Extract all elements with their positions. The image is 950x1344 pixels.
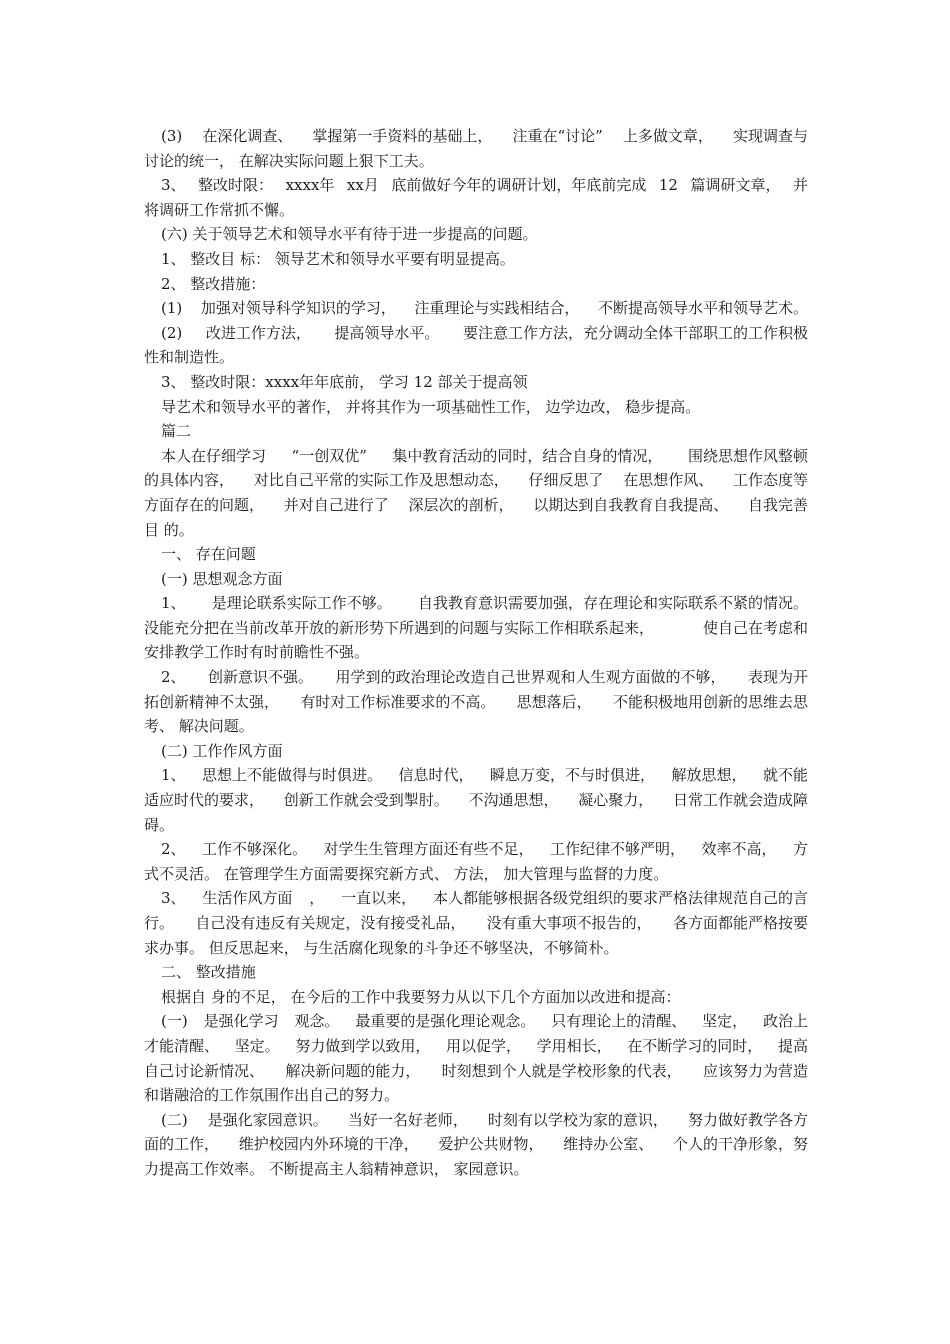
text-segment: 坚定， bbox=[702, 1012, 748, 1031]
text-line bbox=[144, 395, 808, 420]
text-line bbox=[144, 690, 808, 715]
text-segment: 方 bbox=[792, 840, 808, 859]
text-segment: (1) bbox=[161, 299, 183, 318]
text-segment: 以期达到自我教育自我提高、 bbox=[533, 495, 729, 514]
text-segment: 并 bbox=[792, 176, 808, 195]
text-line bbox=[144, 1059, 808, 1084]
text-segment: “一创双优” bbox=[291, 446, 367, 465]
text-segment: 是强化家园意识。 bbox=[207, 1110, 328, 1129]
text-segment: 是理论联系实际工作不够。 bbox=[211, 594, 392, 613]
text-segment: 努力做好教学各方 bbox=[687, 1110, 808, 1129]
text-segment: 自己没有违反有关规定，没有接受礼品， bbox=[195, 914, 466, 932]
text-line bbox=[144, 1132, 808, 1157]
text-segment: 工作不够深化。 bbox=[202, 840, 308, 859]
text-segment: 二、 整改措施 bbox=[161, 963, 256, 982]
text-segment: (一) bbox=[161, 1012, 188, 1031]
text-segment: 目 的。 bbox=[144, 520, 194, 539]
text-line bbox=[144, 1009, 808, 1034]
text-segment: 加强对领导科学知识的学习， bbox=[200, 299, 396, 318]
text-segment: 改进工作方法， bbox=[205, 323, 311, 342]
text-segment: 创新工作就会受到掣肘。 bbox=[283, 791, 449, 810]
text-segment: 整改时限： bbox=[198, 176, 274, 195]
text-segment: 爱护公共财物， bbox=[438, 1135, 544, 1154]
text-segment: 是强化学习 bbox=[203, 1012, 279, 1031]
text-segment: 上多做文章， bbox=[622, 127, 713, 145]
text-line bbox=[144, 1108, 808, 1133]
text-segment: 实现调查与 bbox=[732, 127, 808, 145]
text-segment: 和谐融洽的工作氛围作出自己的努力。 bbox=[144, 1086, 400, 1105]
text-segment: 政治上 bbox=[762, 1012, 808, 1031]
text-line bbox=[144, 714, 808, 739]
text-segment: 思想上不能做得与时俱进。 bbox=[202, 766, 383, 785]
text-segment: 自我教育意识需要加强，存在理论和实际联系不紧的情况。 bbox=[417, 594, 808, 613]
text-segment: 12 bbox=[658, 176, 678, 195]
text-segment: 2、 bbox=[161, 668, 186, 687]
text-segment: 3、 整改时限：xxxx年年底前， 学习 12 部关于提高领 bbox=[161, 372, 528, 391]
text-segment: 表现为开 bbox=[747, 668, 808, 687]
text-segment: 集中教育活动的同时，结合自身的情况， bbox=[392, 446, 663, 465]
text-segment: 方面存在的问题， bbox=[144, 495, 265, 514]
text-segment: 仔细反思了 bbox=[528, 471, 604, 490]
text-line bbox=[144, 1083, 808, 1108]
text-segment: 创新意识不强。 bbox=[208, 668, 314, 687]
text-line bbox=[144, 493, 808, 518]
text-line bbox=[144, 567, 808, 592]
text-segment: 3、 bbox=[161, 176, 186, 195]
text-line bbox=[144, 296, 808, 321]
text-segment: 自己讨论新情况、 bbox=[144, 1061, 265, 1080]
text-segment: 力提高工作效率。 不断提高主人翁精神意识， 家园意识。 bbox=[144, 1159, 529, 1178]
text-line bbox=[144, 763, 808, 788]
text-segment: 只有理论上的清醒、 bbox=[551, 1012, 687, 1031]
text-segment: 没有重大事项不报告的， bbox=[486, 914, 652, 932]
text-segment: 2、 整改措施： bbox=[161, 274, 266, 293]
text-line bbox=[144, 788, 808, 813]
text-line bbox=[144, 862, 808, 887]
text-segment: 不能积极地用创新的思维去思 bbox=[612, 692, 808, 711]
text-segment: (二) 工作作风方面 bbox=[161, 741, 283, 760]
text-segment: 不断提高领导水平和领导艺术。 bbox=[597, 299, 808, 318]
text-segment: (二) bbox=[161, 1110, 188, 1129]
text-segment: 篇二 bbox=[161, 422, 192, 441]
text-segment: 本人在仔细学习 bbox=[161, 446, 267, 465]
text-line bbox=[144, 640, 808, 665]
text-segment: 自我完善 bbox=[747, 495, 808, 514]
text-segment: 注重在“讨论” bbox=[512, 127, 603, 145]
text-line bbox=[144, 198, 808, 223]
text-segment: 一、 存在问题 bbox=[161, 545, 256, 564]
text-segment: 求办事。 但反思起来， 与生活腐化现象的斗争还不够坚决，不够简朴。 bbox=[144, 938, 619, 957]
text-line bbox=[144, 419, 808, 444]
text-segment: 个人的干净形象，努 bbox=[672, 1135, 808, 1154]
text-line bbox=[144, 985, 808, 1010]
text-segment: 深层次的剖析， bbox=[408, 495, 514, 514]
text-segment: 没能充分把在当前改革开放的新形势下所遇到的问题与实际工作相联系起来， bbox=[144, 618, 655, 637]
text-segment: 应该努力为营造 bbox=[702, 1061, 808, 1080]
text-line bbox=[144, 124, 808, 149]
text-segment: 最重要的是强化理论观念。 bbox=[355, 1012, 536, 1031]
text-segment: 工作态度等 bbox=[732, 471, 808, 490]
text-segment: 拓创新精神不太强， bbox=[144, 692, 280, 711]
text-segment: xxxx年 bbox=[285, 176, 335, 195]
text-segment: 将调研工作常抓不懈。 bbox=[144, 200, 295, 219]
text-segment: 维持办公室、 bbox=[563, 1135, 654, 1154]
text-segment: 底前做好今年的调研计划，年底前完成 bbox=[391, 176, 647, 195]
text-segment: 使自己在考虑和 bbox=[702, 618, 808, 637]
text-segment: 提高 bbox=[777, 1036, 808, 1055]
text-line bbox=[144, 345, 808, 370]
text-segment: 一直以来， bbox=[341, 889, 417, 908]
text-segment: 式不灵活。 在管理学生方面需要探究新方式、 方法， 加大管理与监督的力度。 bbox=[144, 864, 669, 883]
text-segment: 才能清醒、 bbox=[144, 1036, 220, 1055]
text-segment: 解决新问题的能力， bbox=[285, 1061, 421, 1080]
text-segment: 注重理论与实践相结合， bbox=[414, 299, 580, 318]
text-segment: 各方面都能严格按要 bbox=[672, 914, 808, 932]
text-segment: 观念。 bbox=[294, 1012, 340, 1031]
text-line bbox=[144, 739, 808, 764]
text-line bbox=[144, 911, 808, 936]
text-segment: 生活作风方面 bbox=[202, 889, 293, 908]
text-segment: 提高领导水平。 bbox=[334, 323, 440, 342]
text-segment: 本人都能够根据各级党组织的要求严格法律规范自己的言 bbox=[432, 889, 808, 908]
text-line bbox=[144, 591, 808, 616]
text-segment: 行。 bbox=[144, 914, 175, 932]
text-line bbox=[144, 837, 808, 862]
text-line bbox=[144, 886, 808, 911]
text-segment: 3、 bbox=[161, 889, 186, 908]
text-segment: 讨论的统一， 在解决实际问题上狠下工夫。 bbox=[144, 151, 434, 170]
text-segment: 用以促学， bbox=[445, 1036, 521, 1055]
text-segment: 当好一名好老师， bbox=[347, 1110, 468, 1129]
text-segment: 适应时代的要求， bbox=[144, 791, 265, 810]
text-segment: 1、 整改目 标： 领导艺术和领导水平要有明显提高。 bbox=[161, 249, 515, 268]
text-segment: 有时对工作标准要求的不高。 bbox=[300, 692, 496, 711]
text-segment: 对比自己平常的实际工作及思想动态， bbox=[253, 471, 509, 490]
text-line bbox=[144, 960, 808, 985]
text-line bbox=[144, 936, 808, 961]
text-segment: 不沟通思想， bbox=[468, 791, 559, 810]
text-segment: 性和制造性。 bbox=[144, 348, 235, 367]
text-segment: 凝心聚力， bbox=[578, 791, 654, 810]
text-segment: (六) 关于领导艺术和领导水平有待于进一步提高的问题。 bbox=[161, 225, 538, 244]
text-line bbox=[144, 247, 808, 272]
text-segment: 碍。 bbox=[144, 815, 175, 834]
text-segment: 篇调研文章， bbox=[690, 176, 781, 195]
text-segment: (2) bbox=[161, 323, 183, 342]
text-segment: 2、 bbox=[161, 840, 186, 859]
text-line bbox=[144, 665, 808, 690]
text-segment: 努力做到学以致用， bbox=[295, 1036, 431, 1055]
text-line bbox=[144, 616, 808, 641]
text-line bbox=[144, 173, 808, 198]
text-segment: 解放思想， bbox=[671, 766, 747, 785]
text-segment: 1、 bbox=[161, 594, 186, 613]
text-segment: 就不能 bbox=[762, 766, 808, 785]
document-page bbox=[144, 124, 808, 1182]
text-segment: 要注意工作方法，充分调动全体干部职工的工作积极 bbox=[462, 323, 808, 342]
text-line bbox=[144, 813, 808, 838]
text-segment: 维护校园内外环境的干净， bbox=[238, 1135, 419, 1154]
text-segment: 围绕思想作风整顿 bbox=[687, 446, 808, 465]
text-segment: 信息时代， bbox=[398, 766, 474, 785]
text-line bbox=[144, 542, 808, 567]
text-segment: 学用相长， bbox=[536, 1036, 612, 1055]
text-segment: 面的工作， bbox=[144, 1135, 220, 1154]
text-segment: 并对自己进行了 bbox=[283, 495, 389, 514]
text-line bbox=[144, 370, 808, 395]
text-segment: 根据自 身的不足， 在今后的工作中我要努力从以下几个方面加以改进和提高： bbox=[161, 987, 681, 1006]
text-line bbox=[144, 468, 808, 493]
text-segment: xx月 bbox=[346, 176, 379, 195]
text-segment: 时刻有以学校为家的意识， bbox=[487, 1110, 668, 1129]
text-segment: 在思想作风、 bbox=[623, 471, 714, 490]
text-segment: 的具体内容， bbox=[144, 471, 235, 490]
text-segment: 效率不高， bbox=[701, 840, 777, 859]
text-segment: 在不断学习的同时， bbox=[627, 1036, 763, 1055]
text-line bbox=[144, 272, 808, 297]
text-segment: 工作纪律不够严明， bbox=[549, 840, 685, 859]
text-line bbox=[144, 149, 808, 174]
text-segment: 日常工作就会造成障 bbox=[672, 791, 808, 810]
text-segment: 时刻想到个人就是学校形象的代表， bbox=[441, 1061, 682, 1080]
text-line bbox=[144, 1157, 808, 1182]
text-segment: 思想落后， bbox=[516, 692, 592, 711]
text-segment: 在深化调查、 bbox=[202, 127, 293, 145]
text-segment: 考、 解决问题。 bbox=[144, 717, 254, 736]
text-segment: 掌握第一手资料的基础上， bbox=[312, 127, 493, 145]
text-segment: (一) 思想观念方面 bbox=[161, 569, 283, 588]
text-line bbox=[144, 321, 808, 346]
text-segment: 用学到的政治理论改造自己世界观和人生观方面做的不够， bbox=[335, 668, 726, 687]
text-segment: 对学生生管理方面还有些不足， bbox=[323, 840, 534, 859]
text-segment: 安排教学工作时有时前瞻性不强。 bbox=[144, 643, 370, 662]
text-line bbox=[144, 1034, 808, 1059]
text-segment: 导艺术和领导水平的著作， 并将其作为一项基础性工作， 边学边改， 稳步提高。 bbox=[161, 397, 701, 416]
text-line bbox=[144, 518, 808, 543]
text-segment: 瞬息万变，不与时俱进， bbox=[489, 766, 655, 785]
text-segment: (3) bbox=[161, 127, 183, 145]
text-line bbox=[144, 444, 808, 469]
text-segment: 坚定。 bbox=[234, 1036, 280, 1055]
text-segment: 1、 bbox=[161, 766, 186, 785]
text-line bbox=[144, 222, 808, 247]
text-segment: ， bbox=[309, 889, 325, 908]
